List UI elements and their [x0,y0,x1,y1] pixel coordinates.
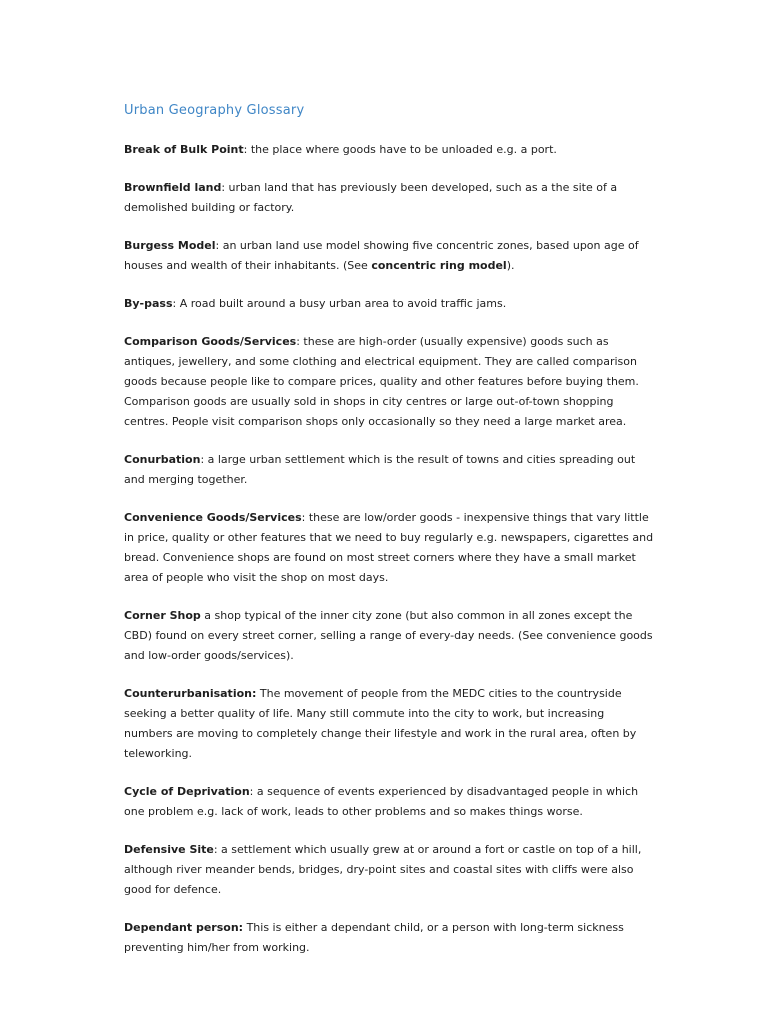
glossary-entry [124,332,654,432]
entry-definition: The movement of people from the MEDC cities to the countryside seeking a better quality of life. Many still commute into the city to work, but increasing numbers are moving to completely change their lifestyle and work in the rural area, often by teleworking. [124,687,637,760]
entry-definition: : a settlement which usually grew at or around a fort or castle on top of a hill, although river meander bends, bridges, dry-point sites and coastal sites with cliffs were also good for defence. [124,843,642,896]
entry-definition-end: ). [506,259,515,272]
glossary-entry [124,508,654,588]
entry-term: Cycle of Deprivation [124,785,250,798]
glossary-entry [124,782,654,822]
entry-definition: : these are low/order goods - inexpensive things that vary little in price, quality or other features that we need to buy regularly e.g. newspapers, cigarettes and bread. Convenience shops are found on most street corners where they have a small market area of people who visit the shop on most days. [124,511,654,584]
entry-term: Conurbation [124,453,201,466]
entry-term: Brownfield land [124,181,222,194]
entry-term: Comparison Goods/Services [124,335,297,348]
entry-term: Counterurbanisation: [124,687,257,700]
cross-reference: concentric ring model [371,259,507,272]
glossary-entry [124,236,654,276]
entry-definition: : these are high-order (usually expensive) goods such as antiques, jewellery, and some clothing and electrical equipment. They are called comparison goods because people like to compare prices, quality and other features before buying them. Comparison goods are usually sold in shops in city centres or large out-of-town shopping centres. People visit comparison shops only occasionally so they need a large market area. [124,335,639,428]
entry-definition: : a large urban settlement which is the result of towns and cities spreading out and merging together. [124,453,636,486]
entry-definition: : urban land that has previously been developed, such as a the site of a demolished building or factory. [124,181,618,214]
entry-definition: This is either a dependant child, or a person with long-term sickness preventing him/her from working. [124,921,624,954]
entry-term: Convenience Goods/Services [124,511,302,524]
entry-term: Corner Shop [124,609,201,622]
entry-definition: a shop typical of the inner city zone (but also common in all zones except the CBD) found on every street corner, selling a range of every-day needs. (See convenience goods and low-order goods/services). [124,609,653,662]
glossary-entry [124,178,654,218]
glossary-page [124,101,654,976]
glossary-entry [124,140,654,160]
entry-definition: : A road built around a busy urban area to avoid traffic jams. [172,297,507,310]
glossary-entry [124,606,654,666]
entry-definition: : an urban land use model showing five concentric zones, based upon age of houses and wealth of their inhabitants. (See [124,239,639,272]
entry-definition: : a sequence of events experienced by disadvantaged people in which one problem e.g. lack of work, leads to other problems and so makes things worse. [124,785,639,818]
glossary-entry [124,450,654,490]
glossary-entry [124,684,654,764]
entry-term: Defensive Site [124,843,214,856]
glossary-entry [124,918,654,958]
glossary-entry [124,840,654,900]
entry-term: Break of Bulk Point [124,143,244,156]
glossary-entry [124,294,654,314]
document-title: Urban Geography Glossary [124,103,305,118]
entry-definition: : the place where goods have to be unloaded e.g. a port. [243,143,557,156]
entry-term: By-pass [124,297,173,310]
entry-term: Dependant person: [124,921,244,934]
entry-term: Burgess Model [124,239,216,252]
